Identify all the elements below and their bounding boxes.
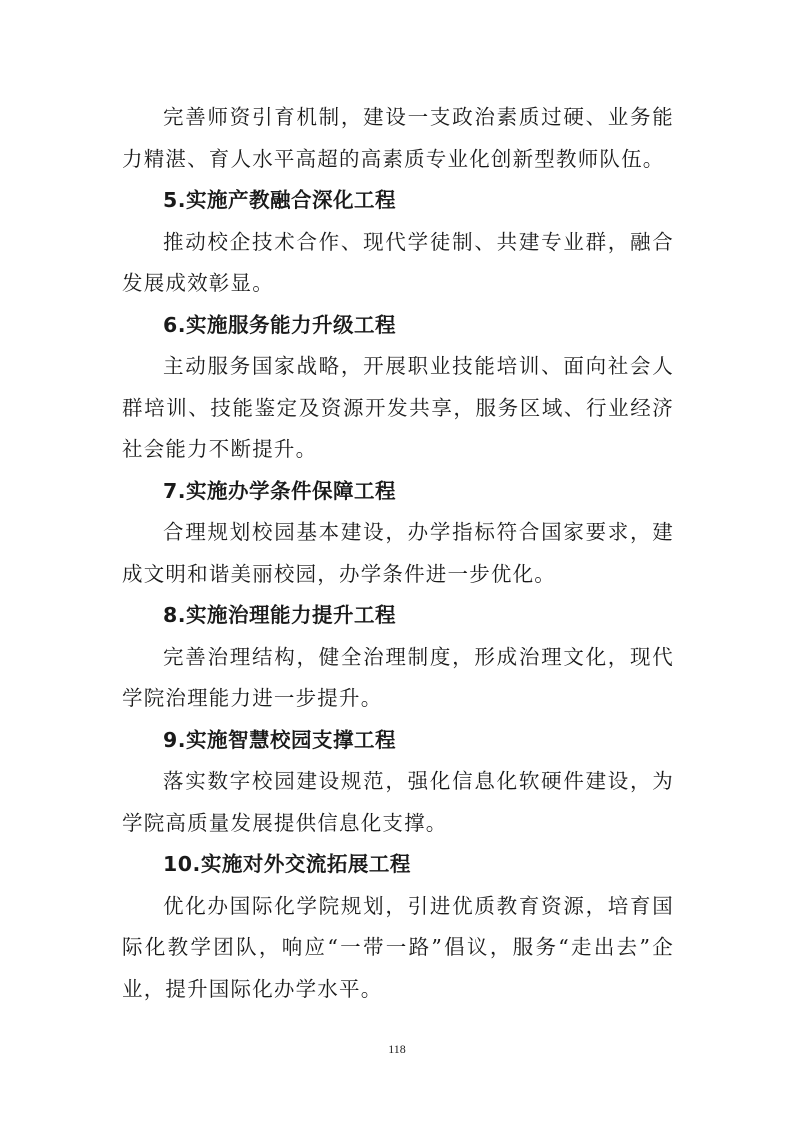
paragraph-governance: 完善治理结构，健全治理制度，形成治理文化，现代学院治理能力进一步提升。 (122, 644, 674, 710)
section-heading-10: 10.实施对外交流拓展工程 (163, 852, 411, 876)
paragraph-industry-education: 推动校企技术合作、现代学徒制、共建专业群，融合发展成效彰显。 (122, 229, 674, 295)
section-heading-5: 5.实施产教融合深化工程 (163, 188, 397, 212)
paragraph-smart-campus: 落实数字校园建设规范，强化信息化软硬件建设，为学院高质量发展提供信息化支撑。 (122, 769, 674, 835)
section-heading-8: 8.实施治理能力提升工程 (163, 603, 397, 627)
page-number: 118 (388, 1042, 406, 1056)
paragraph-international-exchange: 优化办国际化学院规划，引进优质教育资源，培育国际化教学团队，响应“一带一路”倡议，服务“走出去”企业，提升国际化办学水平。 (122, 893, 674, 1001)
document-body (122, 97, 674, 1010)
paragraph-school-conditions: 合理规划校园基本建设，办学指标符合国家要求，建成文明和谐美丽校园，办学条件进一步优化。 (122, 520, 674, 586)
section-heading-6: 6.实施服务能力升级工程 (163, 312, 397, 337)
section-heading-9: 9.实施智慧校园支撑工程 (163, 727, 397, 752)
paragraph-service-capability: 主动服务国家战略，开展职业技能培训、面向社会人群培训、技能鉴定及资源开发共享，服务区域、行业经济社会能力不断提升。 (122, 354, 674, 461)
section-heading-7: 7.实施办学条件保障工程 (163, 478, 397, 503)
paragraph-teacher-team: 完善师资引育机制，建设一支政治素质过硬、业务能力精湛、育人水平高超的高素质专业化创新型教师队伍。 (122, 105, 674, 171)
